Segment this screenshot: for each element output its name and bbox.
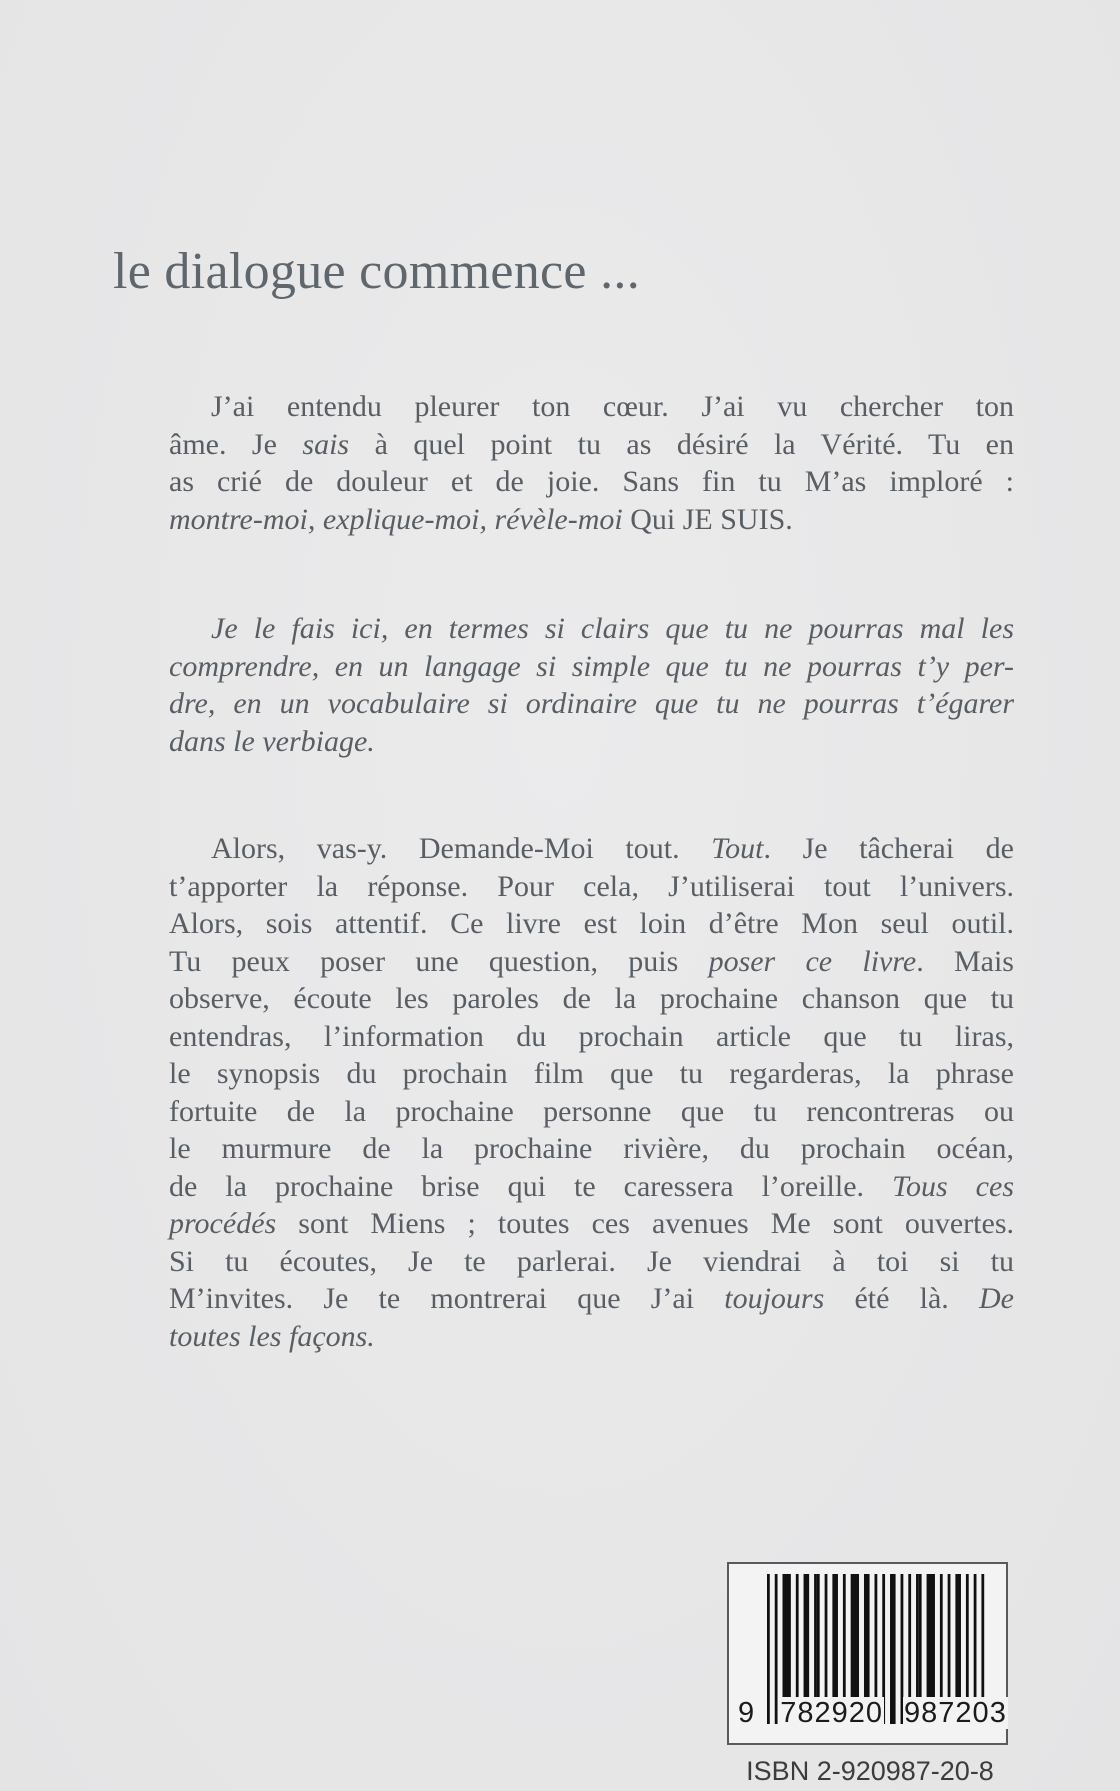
text-line: J’ai entendu pleurer ton cœur. J’ai vu chercher ton (211, 390, 1014, 423)
text-line: fortuite de la prochaine personne que tu rencontreras ou (169, 1094, 1014, 1128)
back-cover-title: le dialogue commence ... (113, 243, 640, 300)
isbn-label: ISBN 2-920987-20-8 (746, 1756, 994, 1786)
barcode-left-digits: 782920 (780, 1697, 883, 1729)
text-line: M’invites. Je te montrerai que J’ai toujours été là. De (169, 1282, 1014, 1315)
text-line: âme. Je sais à quel point tu as désiré la Vérité. Tu en (169, 427, 1014, 461)
text-line: le murmure de la prochaine rivière, du prochain océan, (169, 1132, 1014, 1165)
text-line: procédés sont Miens ; toutes ces avenues Me sont ouvertes. (169, 1207, 1014, 1240)
text-line: comprendre, en un langage si simple que tu ne pourras t’y per- (169, 649, 1014, 683)
barcode-digits (737, 1697, 1007, 1730)
text-line: as crié de douleur et de joie. Sans fin tu M’as imploré : (169, 465, 1014, 498)
text-line: montre-moi, explique-moi, révèle-moi Qui JE SUIS. (169, 502, 793, 536)
paragraph-invitation (169, 830, 1014, 1355)
text-line: t’apporter la réponse. Pour cela, J’utiliserai tout l’univers. (169, 869, 1014, 903)
text-line: Alors, sois attentif. Ce livre est loin d’être Mon seul outil. (169, 907, 1014, 940)
text-line: dre, en un vocabulaire si ordinaire que tu ne pourras t’égarer (169, 687, 1014, 720)
paragraph-intro (169, 388, 1014, 538)
text-line: entendras, l’information du prochain article que tu liras, (169, 1019, 1014, 1053)
barcode-lead-digit: 9 (738, 1697, 756, 1729)
text-line: observe, écoute les paroles de la prochaine chanson que tu (169, 982, 1014, 1015)
barcode-right-digits: 987203 (904, 1697, 1007, 1729)
text-line: Je le fais ici, en termes si clairs que tu ne pourras mal les (211, 612, 1014, 645)
text-line: le synopsis du prochain film que tu regarderas, la phrase (169, 1057, 1014, 1090)
text-line: Alors, vas-y. Demande-Moi tout. Tout. Je tâcherai de (211, 832, 1014, 865)
text-line: Si tu écoutes, Je te parlerai. Je viendrai à toi si tu (169, 1244, 1014, 1278)
text-line: de la prochaine brise qui te caressera l’oreille. Tous ces (169, 1169, 1014, 1203)
paragraph-promise (169, 610, 1014, 760)
barcode (727, 1562, 1008, 1745)
text-line: toutes les façons. (169, 1319, 375, 1353)
text-line: dans le verbiage. (169, 724, 375, 758)
text-line: Tu peux poser une question, puis poser ce livre. Mais (169, 944, 1014, 978)
